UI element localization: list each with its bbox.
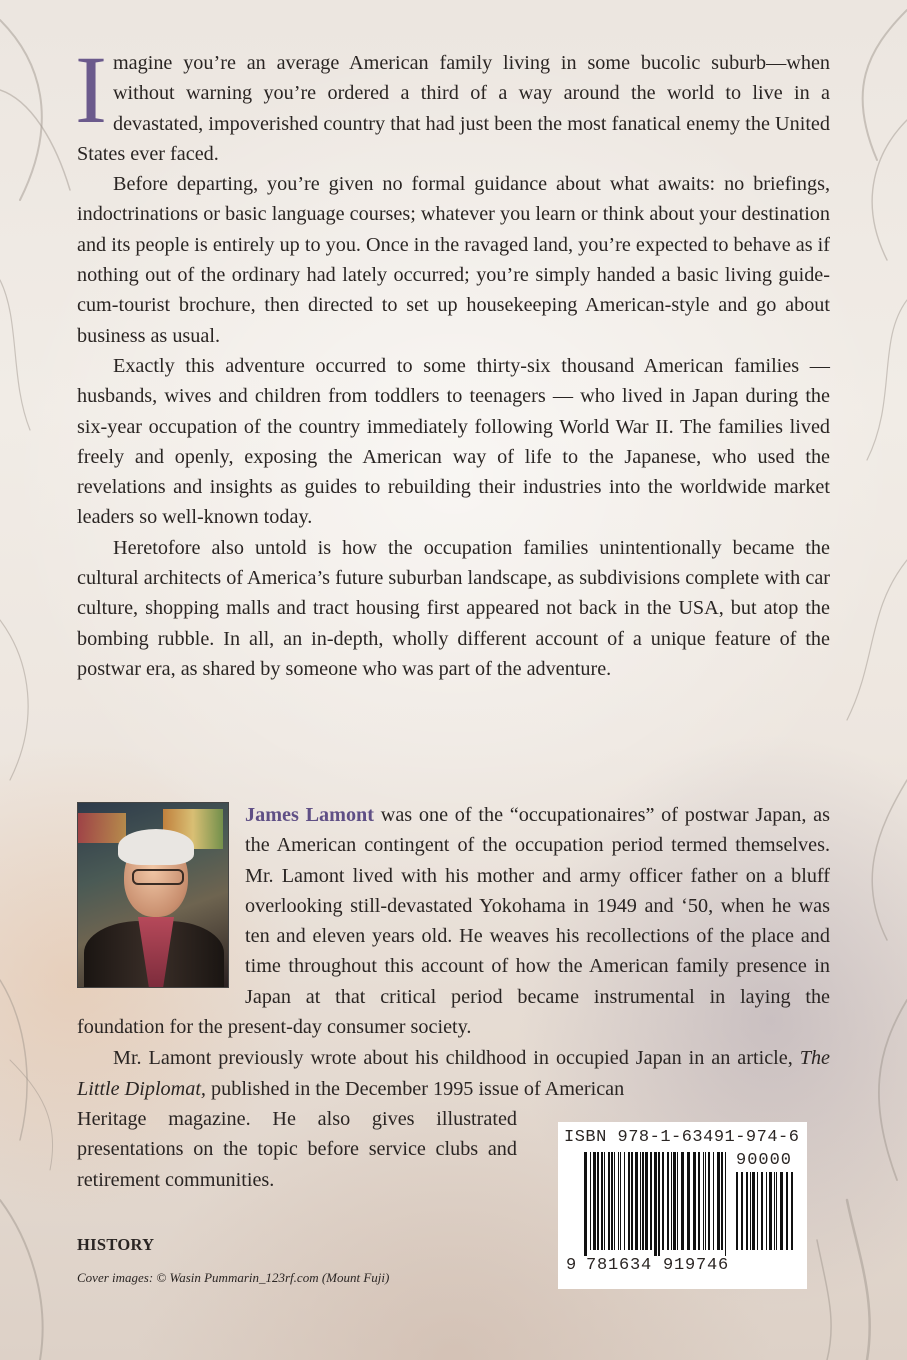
barcode-bar <box>608 1152 610 1250</box>
author-photo <box>77 802 229 988</box>
barcode-bar <box>662 1152 664 1250</box>
barcode-bar <box>618 1152 619 1250</box>
barcode-bar <box>628 1152 630 1250</box>
author-name: James Lamont <box>245 804 374 826</box>
barcode-bar <box>642 1152 644 1250</box>
bio-paragraph-3: Heritage magazine. He also gives illustrated presentations on the topic before service clubs and retirement communities. <box>77 1107 517 1191</box>
barcode-bar <box>611 1152 613 1250</box>
barcode-bar <box>673 1152 676 1250</box>
barcode-bar <box>658 1152 660 1256</box>
barcode-bar <box>584 1152 587 1256</box>
blurb <box>75 36 830 684</box>
barcode-bar <box>774 1172 775 1250</box>
bio-paragraph-1: James Lamont was one of the “occupationaires” of postwar Japan, as the American contingent of the occupation period termed themselves. Mr. Lamont lived with his mother and army officer father on a bluff overlooking still-devastated Yokohama in 1949 and ‘50, when he was ten and eleven years old. He weaves his recollections of the place and time throughout this account of how the American family presence in Japan at that critical period became instrumental in laying the foundation for the present-day consumer society. <box>77 804 830 1039</box>
barcode-bar <box>650 1152 652 1250</box>
image-credit: Cover images: © Wasin Pummarin_123rf.com (Mount Fuji) <box>77 1270 390 1286</box>
barcode-bar <box>721 1152 723 1250</box>
barcode-bar <box>741 1172 743 1250</box>
barcode-bar <box>717 1152 720 1250</box>
barcode-bar <box>769 1172 772 1250</box>
barcode-bar <box>703 1152 704 1250</box>
barcode-bar <box>620 1152 621 1250</box>
barcode-bar <box>750 1172 751 1250</box>
barcode-bar <box>746 1172 748 1250</box>
barcode-bar <box>693 1152 696 1250</box>
barcode-bar <box>631 1152 633 1250</box>
barcode-bar <box>698 1152 700 1250</box>
barcode-bar <box>708 1152 710 1250</box>
barcode-bar <box>645 1152 648 1250</box>
barcode-bar <box>757 1172 758 1250</box>
barcode-bar <box>725 1152 726 1256</box>
barcode-bar <box>681 1152 684 1250</box>
blurb-paragraph-2: Before departing, you’re given no formal guidance about what awaits: no briefings, indoctrinations or basic language courses; whatever you learn or think about your destination and its people is entirely up to you. Once in the ravaged land, you’re expected to behave as if nothing out of the ordinary had lately occurred; you’re simply handed a basic living guide-cum-tourist brochure, then directed to set up housekeeping American-style and go about business as usual. <box>77 173 830 347</box>
barcode-bar <box>593 1152 596 1250</box>
barcode-bar <box>752 1172 755 1250</box>
barcode-bar <box>761 1172 763 1250</box>
article-title: The Little Diplomat, <box>77 1047 830 1100</box>
barcode-bar <box>780 1172 783 1250</box>
ean-number: 781634 919746 <box>586 1256 730 1275</box>
blurb-paragraph-1: Imagine you’re an average American family living in some bucolic suburb—when without warning you’re ordered a third of a way around the world to live in a devastated, impoverished country that had just been the most fanatical enemy the United States ever faced. <box>75 36 830 165</box>
category-label: HISTORY <box>77 1235 155 1254</box>
barcode-bar <box>671 1152 672 1250</box>
barcode-bar <box>640 1152 641 1250</box>
barcode-bar <box>786 1172 788 1250</box>
barcode-bar <box>776 1172 777 1250</box>
ean-bars <box>584 1152 729 1256</box>
addon-bars <box>736 1172 798 1256</box>
barcode-bar <box>635 1152 638 1250</box>
barcode-bar <box>667 1152 669 1250</box>
price-code: 90000 <box>736 1151 793 1170</box>
barcode-bar <box>687 1152 690 1250</box>
barcode-bar <box>677 1152 678 1250</box>
isbn-barcode <box>558 1122 807 1289</box>
blurb-paragraph-4: Heretofore also untold is how the occupation families unintentionally became the cultural architects of America’s future suburban landscape, as subdivisions complete with car culture, shopping malls and tract housing first appeared not back in the USA, but atop the bombing rubble. In all, an in-depth, wholly different account of a unique feature of the postwar era, as shared by someone who was part of the adventure. <box>77 536 830 680</box>
barcode-bar <box>624 1152 625 1250</box>
barcode-bar <box>614 1152 615 1250</box>
barcode-bar <box>601 1152 603 1250</box>
barcode-bar <box>705 1152 706 1250</box>
barcode-bar <box>736 1172 738 1250</box>
barcode-bar <box>713 1152 714 1250</box>
barcode-bar <box>604 1152 605 1250</box>
barcode-bar <box>590 1152 591 1250</box>
barcode-bar <box>654 1152 657 1256</box>
blurb-paragraph-3: Exactly this adventure occurred to some thirty-six thousand American families — husbands, wives and children from toddlers to teenagers — who lived in Japan during the six-year occupation of the country immediately following World War II. The families lived freely and openly, exposing the American way of life to the Japanese, who used the revelations and insights as guides to rebuilding their industries into the worldwide market leaders so well-known today. <box>77 354 830 529</box>
isbn-text: ISBN 978-1-63491-974-6 <box>564 1128 800 1147</box>
barcode-bar <box>766 1172 767 1250</box>
ean-prefix: 9 <box>566 1256 577 1275</box>
barcode-bar <box>791 1172 793 1250</box>
barcode-bar <box>597 1152 599 1250</box>
bio-paragraph-2: Mr. Lamont previously wrote about his childhood in occupied Japan in an article, The Little Diplomat, published in the December 1995 issue of American <box>77 1047 830 1100</box>
back-matter <box>77 1230 557 1286</box>
drop-cap: I <box>75 36 107 143</box>
